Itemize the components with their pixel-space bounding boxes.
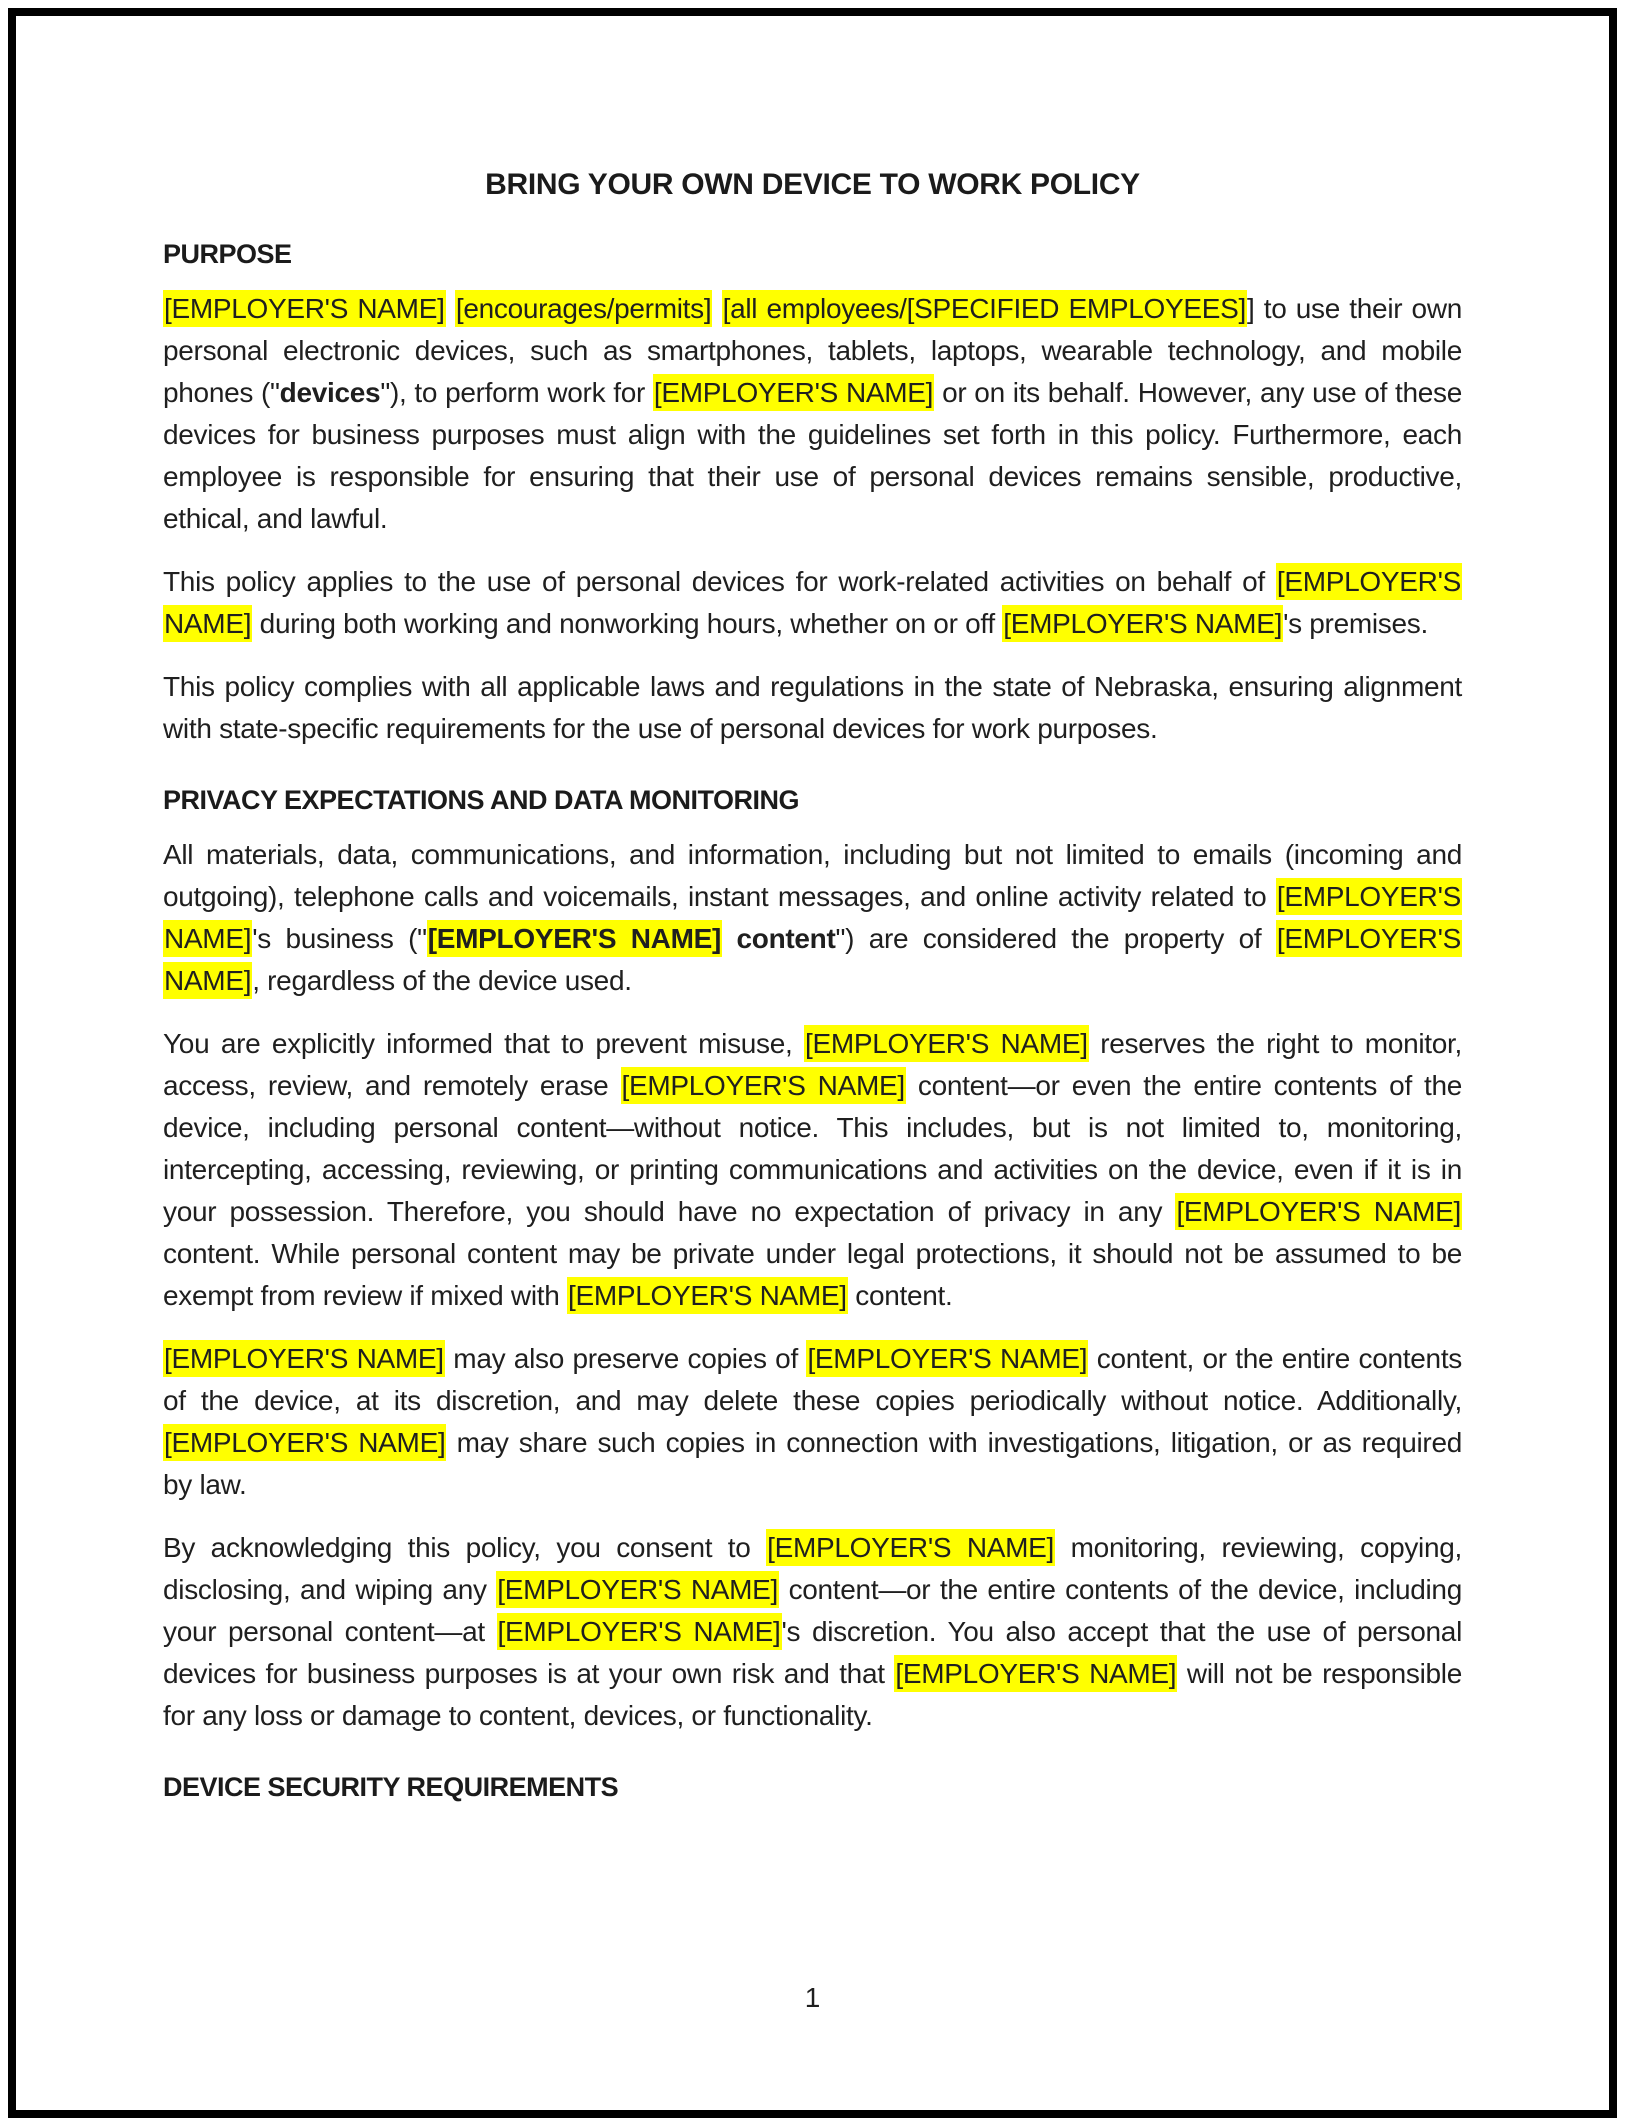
text-run: 's premises.	[1283, 608, 1428, 639]
section-heading: PRIVACY EXPECTATIONS AND DATA MONITORING	[163, 785, 800, 815]
placeholder-highlight: [EMPLOYER'S NAME]	[766, 1529, 1055, 1566]
text-run: , regardless of the device used.	[252, 965, 632, 996]
paragraph	[163, 288, 1462, 540]
placeholder-highlight: [encourages/permits]	[455, 290, 712, 327]
text-run: may share such copies in connection with investigations, litigation, or as required by law.	[163, 1427, 1462, 1500]
placeholder-highlight: [EMPLOYER'S NAME]	[497, 1613, 782, 1650]
text-run	[712, 293, 721, 324]
placeholder-highlight: [EMPLOYER'S NAME]	[1002, 605, 1283, 642]
text-run: or on its behalf. However, any use of these devices for business purposes must align with the guidelines set forth in this policy. Furthermore, each employee is responsible for ensuring that their use of personal devices remains sensible, productive, ethical, and lawful.	[163, 377, 1462, 534]
text-run: content, or the entire contents of the device, at its discretion, and may delete these copies periodically without notice. Additionally,	[163, 1343, 1463, 1416]
placeholder-highlight: [EMPLOYER'S NAME]	[653, 374, 934, 411]
placeholder-highlight: [EMPLOYER'S NAME]	[163, 920, 1462, 999]
text-run: 's business ("	[252, 923, 427, 954]
policy-page	[8, 8, 1617, 2118]
placeholder-highlight: [EMPLOYER'S NAME]	[163, 878, 1462, 957]
text-run: will not be responsible for any loss or damage to content, devices, or functionality.	[163, 1658, 1462, 1731]
text-run: ") are considered the property of	[835, 923, 1276, 954]
text-run: devices	[279, 377, 381, 408]
placeholder-highlight: [all employees/[SPECIFIED EMPLOYEES]	[722, 290, 1247, 327]
text-run: By acknowledging this policy, you consent to	[163, 1532, 767, 1563]
text-run: All materials, data, communications, and information, including but not limited to emails (incoming and outgoing), telephone calls and voicemails, instant messages, and online activity related to	[163, 839, 1462, 912]
placeholder-highlight: [EMPLOYER'S NAME]	[427, 920, 722, 957]
paragraph	[163, 1023, 1462, 1317]
placeholder-highlight: [EMPLOYER'S NAME]	[567, 1277, 848, 1314]
text-run: content.	[847, 1280, 953, 1311]
text-run: This policy applies to the use of personal devices for work-related activities on behalf of	[163, 566, 1276, 597]
placeholder-highlight: [EMPLOYER'S NAME]	[621, 1067, 906, 1104]
text-run: This policy complies with all applicable laws and regulations in the state of Nebraska, ensuring alignment with state-specific requirements for the use of personal devices for work purposes.	[163, 671, 1462, 744]
paragraph	[163, 1527, 1462, 1737]
text-run: content. While personal content may be private under legal protections, it should not be assumed to be exempt from review if mixed with	[163, 1238, 1462, 1311]
placeholder-highlight: [EMPLOYER'S NAME]	[163, 563, 1462, 642]
placeholder-highlight: [EMPLOYER'S NAME]	[496, 1571, 779, 1608]
text-run: content	[722, 923, 836, 954]
text-run: content—or even the entire contents of the device, including personal content—without notice. This includes, but is not limited to, monitoring, intercepting, accessing, reviewing, or printing communications and activities on the device, even if it is in your possession. Therefore, you should have no expectation of privacy in any	[163, 1070, 1463, 1227]
text-run: You are explicitly informed that to prevent misuse,	[163, 1028, 804, 1059]
placeholder-highlight: [EMPLOYER'S NAME]	[804, 1025, 1089, 1062]
text-run: ] to use their own personal electronic devices, such as smartphones, tablets, laptops, wearable technology, and mobile phones ("	[163, 293, 1463, 408]
section-heading: DEVICE SECURITY REQUIREMENTS	[163, 1772, 619, 1802]
placeholder-highlight: [EMPLOYER'S NAME]	[1175, 1193, 1462, 1230]
placeholder-highlight: [EMPLOYER'S NAME]	[163, 290, 446, 327]
paragraph	[163, 834, 1462, 1002]
placeholder-highlight: [EMPLOYER'S NAME]	[163, 1340, 445, 1377]
text-run: during both working and nonworking hours, whether on or off	[252, 608, 1003, 639]
document-title: BRING YOUR OWN DEVICE TO WORK POLICY	[485, 168, 1140, 201]
section-heading: PURPOSE	[163, 239, 292, 269]
placeholder-highlight: [EMPLOYER'S NAME]	[806, 1340, 1088, 1377]
text-run: 's discretion. You also accept that the use of personal devices for business purposes is at your own risk and that	[163, 1616, 1462, 1689]
text-run: monitoring, reviewing, copying, disclosing, and wiping any	[163, 1532, 1463, 1605]
text-run	[446, 293, 455, 324]
placeholder-highlight: [EMPLOYER'S NAME]	[163, 1424, 446, 1461]
paragraph	[163, 666, 1462, 750]
text-run: reserves the right to monitor, access, review, and remotely erase	[163, 1028, 1462, 1101]
paragraph	[163, 561, 1462, 645]
text-run: "), to perform work for	[380, 377, 653, 408]
placeholder-highlight: [EMPLOYER'S NAME]	[894, 1655, 1177, 1692]
text-run: content—or the entire contents of the device, including your personal content—at	[163, 1574, 1462, 1647]
page-number: 1	[804, 1982, 821, 2013]
text-run: may also preserve copies of	[444, 1343, 807, 1374]
document-body	[163, 236, 1462, 1805]
paragraph	[163, 1338, 1462, 1506]
